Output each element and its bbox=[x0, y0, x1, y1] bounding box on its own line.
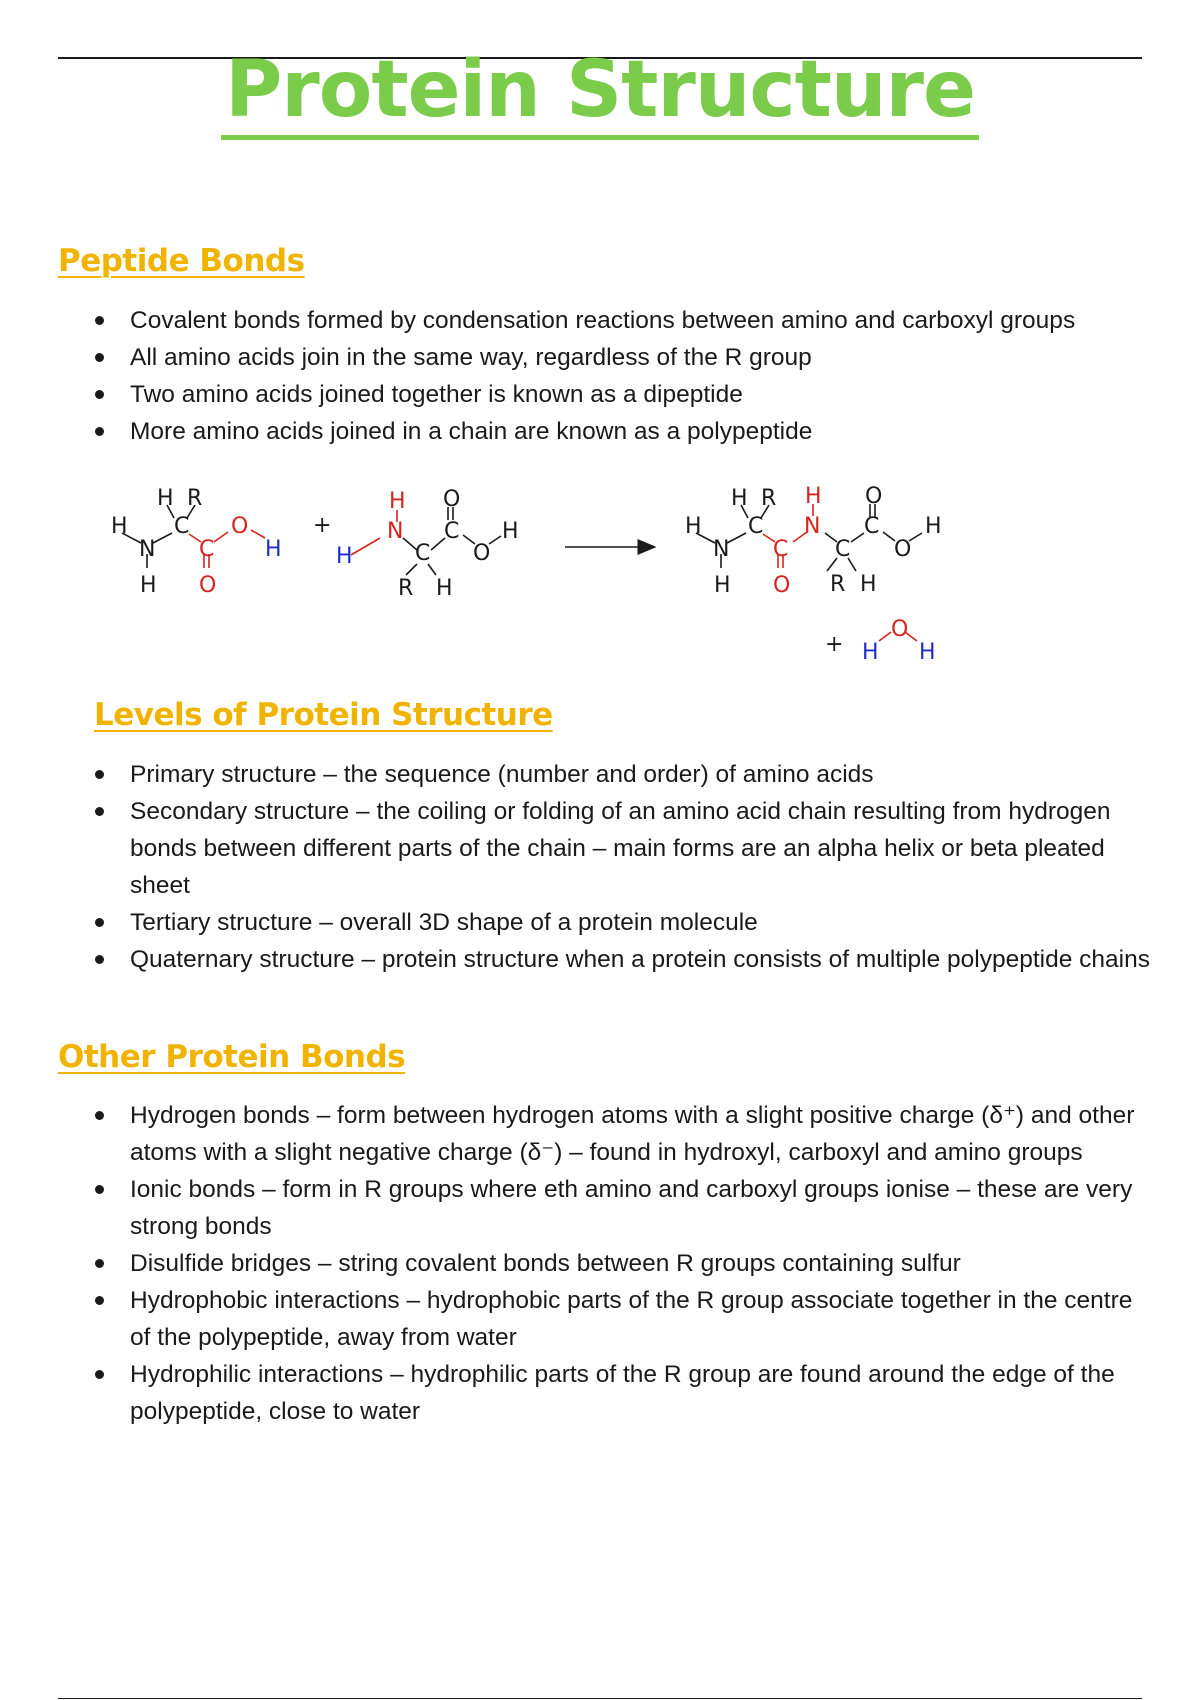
atom: H bbox=[919, 640, 936, 665]
list-item: Hydrophilic interactions – hydrophilic parts of the R group are found around the edge of the polypeptide, close to water bbox=[90, 1356, 1150, 1430]
atom: H bbox=[502, 519, 519, 544]
atom: H bbox=[157, 486, 174, 511]
atom: R bbox=[761, 486, 777, 511]
atom: C bbox=[773, 537, 789, 562]
atom: O bbox=[231, 514, 249, 539]
atom: O bbox=[891, 617, 909, 642]
atom: C bbox=[444, 519, 460, 544]
atom: H bbox=[925, 514, 942, 539]
heading-other-protein-bonds: Other Protein Bonds bbox=[58, 1039, 406, 1075]
atom: H bbox=[389, 489, 406, 514]
list-item: Secondary structure – the coiling or folding of an amino acid chain resulting from hydrogen bonds between different parts of the chain – main forms are an alpha helix or beta pleated sheet bbox=[90, 793, 1150, 904]
atom: R bbox=[398, 576, 414, 601]
list-item: Hydrophobic interactions – hydrophobic parts of the R group associate together in the centre of the polypeptide, away from water bbox=[90, 1282, 1150, 1356]
atom: H bbox=[731, 486, 748, 511]
dipeptide-product bbox=[685, 484, 942, 598]
list-item: All amino acids join in the same way, regardless of the R group bbox=[90, 339, 1150, 376]
amino-acid-2 bbox=[336, 487, 519, 601]
plus-sign: + bbox=[825, 632, 844, 657]
atom: C bbox=[748, 514, 764, 539]
atom: H bbox=[805, 484, 822, 509]
atom: O bbox=[894, 537, 912, 562]
atom: N bbox=[713, 537, 730, 562]
list-item: Ionic bonds – form in R groups where eth amino and carboxyl groups ionise – these are very strong bonds bbox=[90, 1171, 1150, 1245]
atom: R bbox=[187, 486, 203, 511]
list-item: Covalent bonds formed by condensation reactions between amino and carboxyl groups bbox=[90, 302, 1150, 339]
atom: C bbox=[835, 537, 851, 562]
atom: H bbox=[862, 640, 879, 665]
atom: R bbox=[830, 572, 846, 597]
bottom-rule bbox=[58, 1698, 1142, 1699]
atom: H bbox=[111, 514, 128, 539]
condensation-reaction-diagram bbox=[95, 470, 995, 670]
other-bonds-list bbox=[90, 1097, 1150, 1430]
atom: O bbox=[443, 487, 461, 512]
list-item: Disulfide bridges – string covalent bonds between R groups containing sulfur bbox=[90, 1245, 1150, 1282]
atom: C bbox=[199, 537, 215, 562]
atom: C bbox=[174, 514, 190, 539]
atom: O bbox=[773, 573, 791, 598]
atom: C bbox=[415, 541, 431, 566]
atom: N bbox=[804, 514, 821, 539]
peptide-bonds-list bbox=[90, 302, 1150, 450]
amino-acid-1 bbox=[111, 486, 282, 598]
list-item: Two amino acids joined together is known as a dipeptide bbox=[90, 376, 1150, 413]
levels-list bbox=[90, 756, 1150, 978]
atom: H bbox=[860, 572, 877, 597]
atom: H bbox=[685, 514, 702, 539]
atom: C bbox=[864, 514, 880, 539]
heading-peptide-bonds: Peptide Bonds bbox=[58, 243, 305, 279]
list-item: Quaternary structure – protein structure when a protein consists of multiple polypeptide chains bbox=[90, 941, 1150, 978]
atom: O bbox=[473, 541, 491, 566]
atom: H bbox=[140, 573, 157, 598]
page-title: Protein Structure bbox=[0, 44, 1200, 136]
atom: H bbox=[265, 537, 282, 562]
atom: H bbox=[714, 573, 731, 598]
atom: H bbox=[336, 544, 353, 569]
atom: N bbox=[139, 537, 156, 562]
heading-levels-of-protein-structure: Levels of Protein Structure bbox=[94, 697, 553, 733]
atom: O bbox=[199, 573, 217, 598]
plus-sign: + bbox=[313, 513, 332, 538]
atom: H bbox=[436, 576, 453, 601]
list-item: More amino acids joined in a chain are known as a polypeptide bbox=[90, 413, 1150, 450]
water-molecule bbox=[825, 617, 936, 665]
list-item: Hydrogen bonds – form between hydrogen atoms with a slight positive charge (δ⁺) and other atoms with a slight negative charge (δ⁻) – found in hydroxyl, carboxyl and amino groups bbox=[90, 1097, 1150, 1171]
list-item: Tertiary structure – overall 3D shape of a protein molecule bbox=[90, 904, 1150, 941]
atom: N bbox=[387, 519, 404, 544]
atom: O bbox=[865, 484, 883, 509]
list-item: Primary structure – the sequence (number and order) of amino acids bbox=[90, 756, 1150, 793]
